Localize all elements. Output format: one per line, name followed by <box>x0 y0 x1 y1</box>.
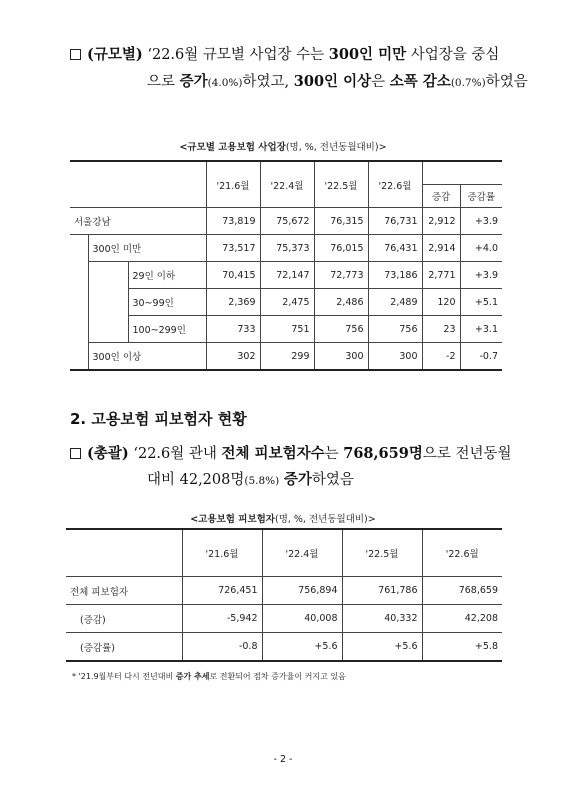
table-row: 29인 이하 70,415 72,147 72,773 73,186 2,771 +3.9 <box>70 262 502 289</box>
table2-header-cell: '22.4월 <box>262 529 342 577</box>
table1-header-cell: '22.5월 <box>314 161 368 208</box>
section1-line1: (규모별) ‘22.6월 규모별 사업장 수는 300인 미만 사업장을 중심 <box>70 44 499 66</box>
table1-row-label: 29인 이하 <box>128 262 206 289</box>
section2-line1: (총괄) ‘22.6월 관내 전체 피보험자수는 768,659명으로 전년동월 <box>70 443 511 465</box>
table-row: 30~99인 2,369 2,475 2,486 2,489 120 +5.1 <box>70 289 502 316</box>
table2-row-label: (증감) <box>66 605 182 633</box>
table1-row-label: 30~99인 <box>128 289 206 316</box>
checkbox-square-icon <box>70 448 81 459</box>
table1-row-label: 100~299인 <box>128 316 206 343</box>
table1-header-cell: 증감률 <box>460 185 502 208</box>
table2-header-cell: '22.6월 <box>422 529 502 577</box>
table-row: (증감) -5,942 40,008 40,332 42,208 <box>66 605 502 633</box>
table2-caption: <고용보험 피보험자(명, %, 전년동월대비)> <box>190 514 376 525</box>
table1-header-blank <box>422 161 502 185</box>
checkbox-square-icon <box>70 49 81 60</box>
table-row: 300인 이상 302 299 300 300 -2 -0.7 <box>70 343 502 371</box>
table2-row-label: (증감률) <box>66 633 182 662</box>
section1-label: (규모별) <box>87 46 143 63</box>
table2-corner-cell <box>66 529 182 577</box>
table-row: 전체 피보험자 726,451 756,894 761,786 768,659 <box>66 577 502 605</box>
section2-label: (총괄) <box>87 445 129 462</box>
table1-header-cell: '21.6월 <box>206 161 260 208</box>
table1-caption: <규모별 고용보험 사업장(명, %, 전년동월대비)> <box>179 142 387 153</box>
table-row: 서울강남 73,819 75,672 76,315 76,731 2,912 +3.9 <box>70 208 502 235</box>
table2-header-row <box>66 529 502 577</box>
table2-row-label: 전체 피보험자 <box>66 577 182 605</box>
table-row: 100~299인 733 751 756 756 23 +3.1 <box>70 316 502 343</box>
table1-corner-cell <box>70 161 206 208</box>
table-row: 300인 미만 73,517 75,373 76,015 76,431 2,914 +4.0 <box>70 235 502 262</box>
section2-heading: 2. 고용보험 피보험자 현황 <box>70 410 247 428</box>
table2-header-cell: '22.5월 <box>342 529 422 577</box>
table1-row-label: 300인 이상 <box>88 343 206 371</box>
table1-row-label: 300인 미만 <box>88 235 206 262</box>
table1-row-label: 서울강남 <box>70 208 206 235</box>
table1-header-cell: '22.4월 <box>260 161 314 208</box>
section1-line2: 으로 증가(4.0%)하였고, 300인 이상은 소폭 감소(0.7%)하였음 <box>147 73 528 90</box>
table-row: (증감률) -0.8 +5.6 +5.6 +5.8 <box>66 633 502 662</box>
footnote: * '21.9월부터 다시 전년대비 증가 추세로 전환되어 점차 증가율이 커지고 있음 <box>72 672 346 681</box>
page-number: - 2 - <box>273 754 293 765</box>
table1-header-cell: '22.6월 <box>368 161 422 208</box>
table1-header-row <box>70 161 502 185</box>
table1-header-cell: 증감 <box>422 185 460 208</box>
table2-insured-persons <box>66 528 502 662</box>
section2-line2: 대비 42,208명(5.8%) 증가하였음 <box>147 471 354 488</box>
table1-business-sites-by-size <box>70 160 502 371</box>
table2-header-cell: '21.6월 <box>182 529 262 577</box>
